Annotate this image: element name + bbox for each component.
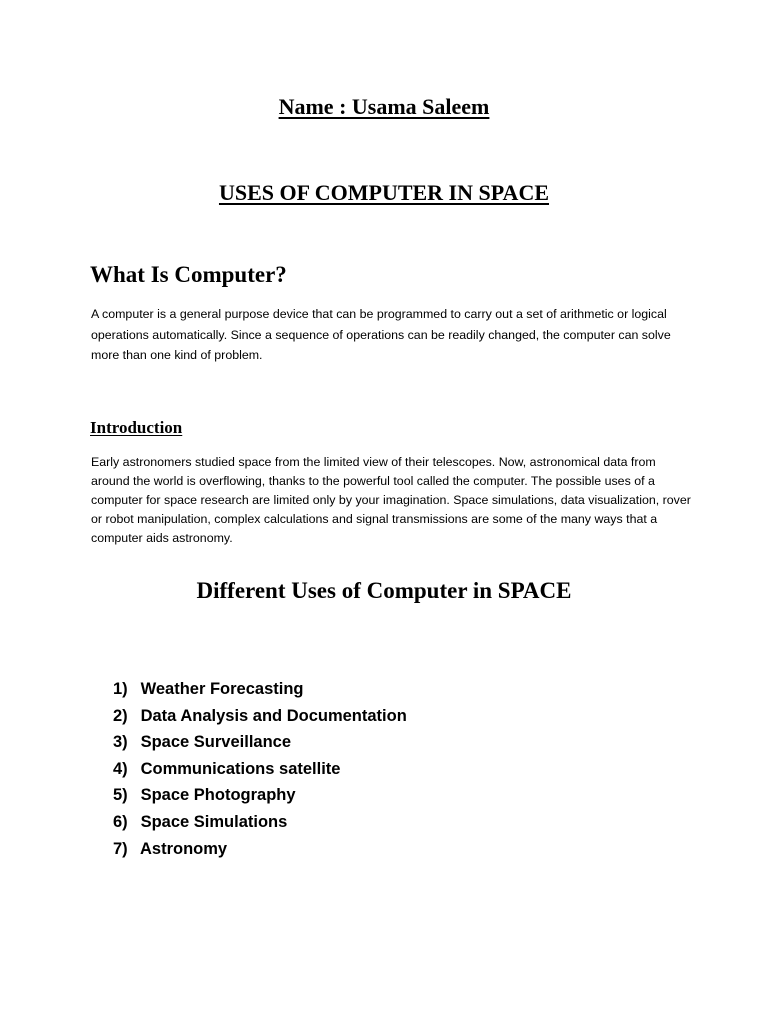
list-item	[113, 756, 407, 783]
list-item	[113, 676, 407, 703]
list-item-label: Data Analysis and Documentation	[140, 706, 407, 725]
document-title: USES OF COMPUTER IN SPACE	[218, 180, 550, 205]
list-item-label: Space Photography	[140, 786, 296, 805]
author-name-heading: Name : Usama Saleem	[278, 94, 490, 119]
uses-list	[113, 676, 407, 862]
list-item-label: Space Surveillance	[140, 733, 292, 752]
list-item-number: 4)	[113, 759, 128, 778]
introduction-heading: Introduction	[90, 418, 183, 437]
list-item	[113, 836, 407, 863]
list-item	[113, 809, 407, 836]
list-item-number: 3)	[113, 733, 128, 752]
list-item-label: Space Simulations	[140, 812, 288, 831]
list-item	[113, 729, 407, 756]
list-item-label: Astronomy	[139, 839, 228, 858]
list-item-number: 7)	[113, 839, 128, 858]
list-item-number: 2)	[113, 706, 128, 725]
what-is-computer-heading: What Is Computer?	[90, 262, 287, 287]
list-item-number: 6)	[113, 812, 128, 831]
list-item-number: 1)	[113, 680, 128, 698]
list-item-label: Weather Forecasting	[140, 680, 304, 698]
list-item	[113, 782, 407, 809]
list-item-label: Communications satellite	[140, 759, 341, 778]
introduction-paragraph: Early astronomers studied space from the limited view of their telescopes. Now, astronomical data from around the world is overflowing, thanks to the powerful tool called the computer. The possible uses of a computer for space research are limited only by your imagination. Space simulations, data visualization, rover or robot manipulation, complex calculations and signal transmissions are some of the many ways that a computer aids astronomy.	[91, 455, 691, 545]
list-item-number: 5)	[113, 786, 128, 805]
what-is-computer-paragraph: A computer is a general purpose device that can be programmed to carry out a set of arithmetic or logical operations automatically. Since a sequence of operations can be readily changed, the computer can solve more than one kind of problem.	[91, 307, 671, 362]
list-item	[113, 703, 407, 730]
different-uses-heading: Different Uses of Computer in SPACE	[196, 578, 572, 603]
